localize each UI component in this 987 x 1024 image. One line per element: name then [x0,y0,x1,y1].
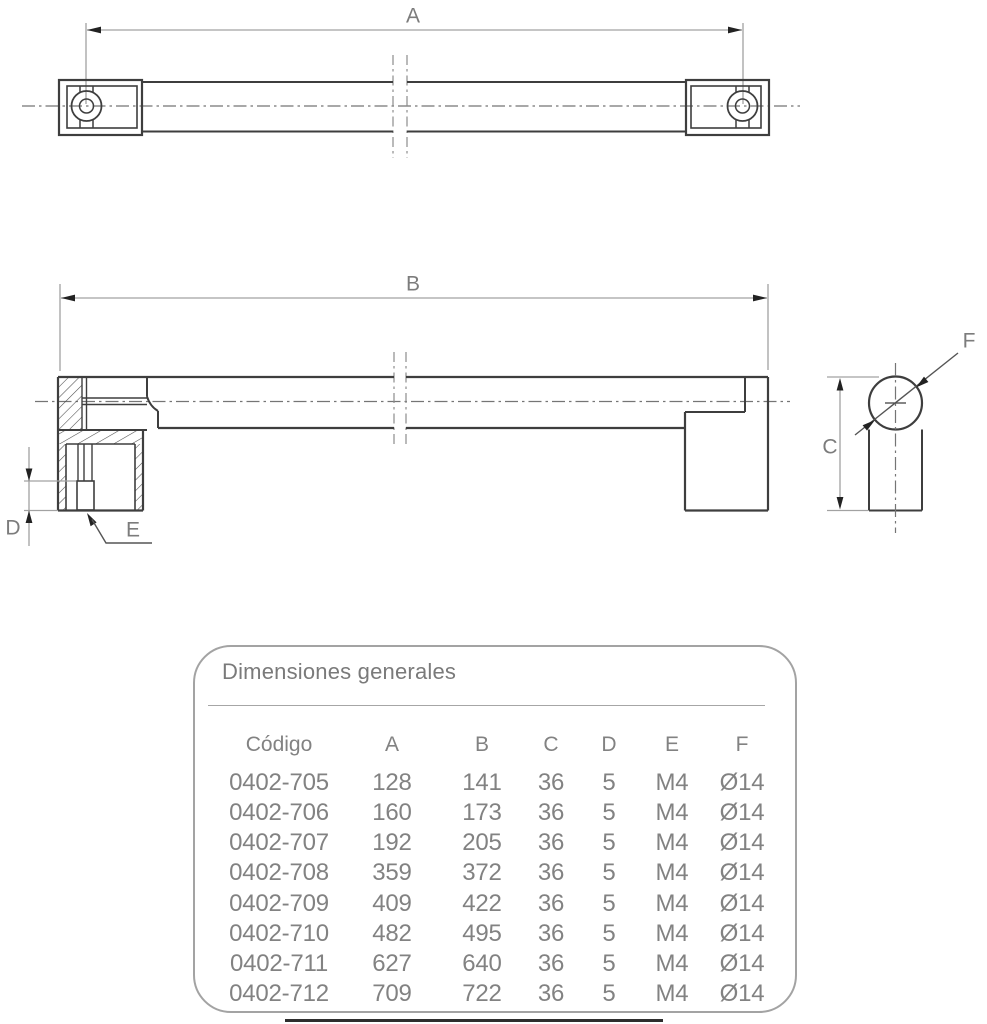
column-header: F [735,733,749,756]
dim-label-a: A [405,4,421,28]
table-cell: Ø14 [719,889,765,917]
table-cell: Ø14 [719,949,765,977]
table-row [195,858,795,888]
break-lines [394,352,406,445]
table-cell: 5 [602,949,616,977]
column-header: B [474,733,489,756]
table-cell: M4 [655,859,689,887]
table-cell: M4 [655,889,689,917]
table-cell: 495 [462,919,502,947]
arrow-up-icon [837,378,844,391]
column-header: C [543,733,559,756]
table-cell: M4 [655,979,689,1007]
table-cell: 627 [372,949,412,977]
table-cell: 205 [462,829,502,857]
table-cell: 0402-706 [229,799,329,827]
arrow-right-icon [728,27,742,34]
table-cell: 5 [602,859,616,887]
table-cell: 0402-705 [229,769,329,796]
handle-bar [142,82,686,132]
table-row [195,919,795,949]
table-row [195,979,795,1009]
table-cell: 372 [462,859,502,887]
table-cell: 160 [372,799,412,827]
table-cell: 5 [602,919,616,947]
table-cell: M4 [655,949,689,977]
column-header: D [601,733,617,756]
table-cell: 422 [462,889,502,917]
table-cell: 0402-708 [229,859,329,887]
table-cell: 5 [602,889,616,917]
cropped-element-edge [285,1019,663,1022]
table-cell: 709 [372,979,412,1007]
table-cell: 36 [537,979,565,1007]
table-cell: Ø14 [719,919,765,947]
arrow-left-icon [61,295,75,302]
table-cell: M4 [655,799,689,827]
table-row [195,889,795,919]
table-cell: 128 [372,769,412,796]
right-end-cap [686,80,769,135]
column-header: A [384,733,399,756]
table-cell: M4 [655,769,689,796]
table-cell: 36 [537,829,565,857]
table-cell: M4 [655,919,689,947]
table-cell: 36 [537,859,565,887]
table-cell: Ø14 [719,769,765,796]
dim-label-c: C [822,435,838,459]
table-cell: 5 [602,979,616,1007]
table-cell: 36 [537,799,565,827]
table-cell: 722 [462,979,502,1007]
dimension-b [60,273,768,371]
table-row [195,768,795,798]
table-cell: M4 [655,829,689,857]
table-cell: 36 [537,949,565,977]
table-rows [195,768,795,1009]
table-title-separator [208,705,765,706]
table-cell: 36 [537,889,565,917]
right-end-block [685,377,768,511]
table-cell: 482 [372,919,412,947]
arrow-down-icon [837,497,844,510]
dim-label-d: D [5,516,21,540]
column-header: Código [245,733,313,756]
table-row [195,949,795,979]
table-cell: 173 [462,799,502,827]
table-cell: 0402-711 [229,949,329,977]
dim-label-b: B [405,272,421,296]
table-cell: 5 [602,799,616,827]
column-header: E [664,733,679,756]
top-view [22,5,800,158]
arrow-upper-right-icon [863,420,875,431]
table-cell: 0402-707 [229,829,329,857]
table-row [195,828,795,858]
table-cell: 5 [602,769,616,796]
table-cell: 36 [537,769,565,796]
arrow-right-icon [753,295,767,302]
table-cell: 0402-709 [229,889,329,917]
table-cell: 0402-712 [229,979,329,1007]
table-cell: Ø14 [719,799,765,827]
left-mount-block [58,377,768,511]
set-screw [77,444,94,510]
side-view [5,273,790,546]
table-cell: 141 [462,769,502,796]
arrow-up-icon [26,511,33,524]
table-title: Dimensiones generales [222,659,457,684]
table-cell: Ø14 [719,979,765,1007]
table-cell: Ø14 [719,859,765,887]
table-cell: 0402-710 [229,919,329,947]
dimensions-table [193,645,797,1013]
table-cell: 409 [372,889,412,917]
left-end-cap [59,80,142,135]
table-cell: 359 [372,859,412,887]
dim-label-e: E [125,518,141,542]
arrow-left-icon [87,27,101,34]
table-row [195,798,795,828]
table-cell: 5 [602,829,616,857]
table-cell: 36 [537,919,565,947]
leader-e [87,513,152,543]
table-cell: 192 [372,829,412,857]
table-cell: 640 [462,949,502,977]
dimension-a [86,5,743,104]
arrow-down-icon [26,469,33,482]
table-header-row [195,730,795,760]
end-view [822,330,975,533]
table-cell: Ø14 [719,829,765,857]
dim-label-f: F [962,329,976,353]
